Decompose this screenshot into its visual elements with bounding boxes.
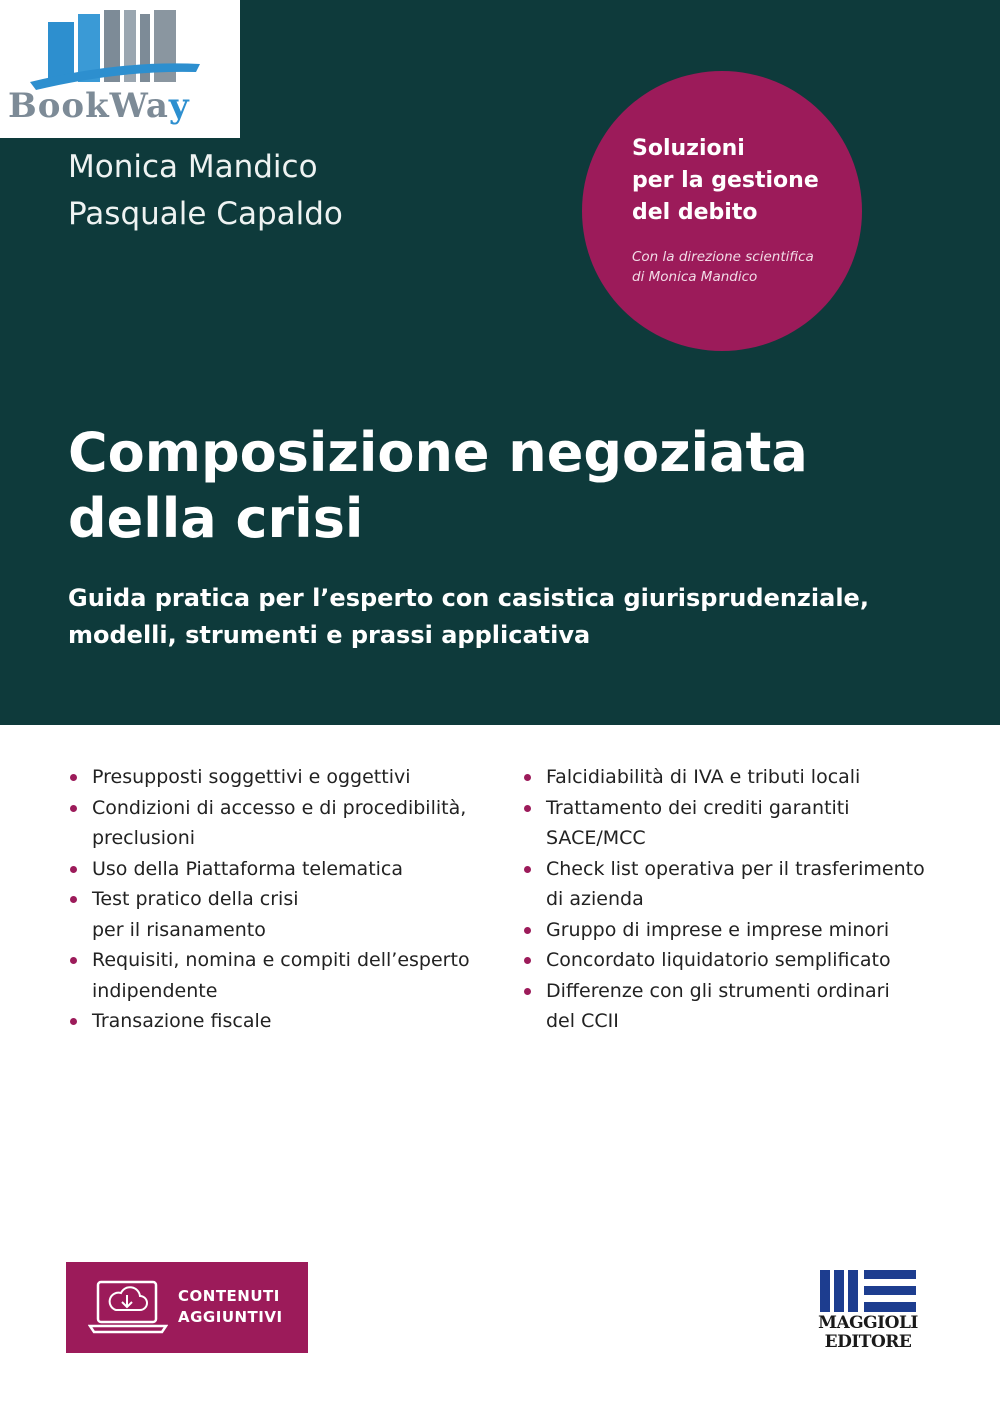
bullet-icon: [524, 927, 531, 934]
topic-text: Falcidiabilità di IVA e tributi locali: [546, 766, 861, 788]
bullet-icon: [70, 957, 77, 964]
author-name: Monica Mandico: [68, 149, 318, 185]
bullet-icon: [524, 957, 531, 964]
topic-item: [522, 854, 962, 915]
series-badge: [582, 71, 862, 351]
topic-text: Differenze con gli strumenti ordinari del CCII: [546, 979, 890, 1032]
topic-text: Uso della Piattaforma telematica: [92, 857, 404, 880]
topic-item: [522, 976, 962, 1037]
bullet-icon: [524, 805, 531, 812]
bullet-icon: [70, 805, 77, 812]
bullet-icon: [70, 866, 77, 873]
bookway-text-b: y: [168, 86, 190, 126]
topic-item: [522, 762, 962, 793]
series-note: Con la direzione scientifica di Monica Mandico: [632, 249, 814, 285]
bullet-icon: [524, 988, 531, 995]
book-subtitle: Guida pratica per l’esperto con casistica giurisprudenziale, modelli, strumenti e prassi applicativa: [68, 584, 869, 649]
series-title: Soluzioni per la gestione del debito: [632, 136, 819, 225]
topic-text: Trattamento dei crediti garantiti SACE/MCC: [546, 796, 850, 849]
bookway-watermark: [0, 0, 240, 138]
topic-item: [522, 945, 962, 976]
books-logo-icon: [0, 0, 240, 90]
topic-item: [68, 762, 498, 793]
topic-item: [68, 793, 498, 854]
bullet-icon: [524, 866, 531, 873]
topics-list-left: [68, 762, 498, 1037]
bookway-wordmark: [8, 86, 190, 126]
topic-text: Check list operativa per il trasferimento di azienda: [546, 857, 925, 910]
topic-item: [68, 854, 498, 885]
bullet-icon: [524, 774, 531, 781]
topic-text: Presupposti soggettivi e oggettivi: [92, 766, 411, 788]
bullet-icon: [70, 896, 77, 903]
book-title: Composizione negoziata della crisi: [68, 421, 808, 550]
topic-text: Condizioni di accesso e di procedibilità, preclusioni: [92, 796, 467, 849]
additional-content-badge[interactable]: [66, 1262, 308, 1353]
laptop-download-icon: [88, 1276, 168, 1338]
bookway-text-a: BookWa: [8, 86, 169, 126]
topic-text: Requisiti, nomina e compiti dell’esperto indipendente: [92, 949, 470, 1002]
topic-text: Transazione fiscale: [92, 1010, 272, 1032]
topic-item: [68, 884, 498, 945]
topic-item: [522, 793, 962, 854]
publisher-logo: [812, 1268, 924, 1358]
author-list: [68, 144, 343, 238]
maggioli-logo-icon: [812, 1268, 924, 1314]
bullet-icon: [70, 1018, 77, 1025]
topic-item: [68, 945, 498, 1006]
topic-text: Gruppo di imprese e imprese minori: [546, 918, 890, 941]
topic-item: [522, 915, 962, 946]
topics-list-right: [522, 762, 962, 1037]
bullet-icon: [70, 774, 77, 781]
topic-text: Test pratico della crisi per il risanamento: [92, 888, 299, 941]
additional-content-label: CONTENUTI AGGIUNTIVI: [178, 1287, 283, 1326]
publisher-name: MAGGIOLI EDITORE: [818, 1313, 918, 1352]
author-name: Pasquale Capaldo: [68, 196, 343, 232]
topic-item: [68, 1006, 498, 1037]
topic-text: Concordato liquidatorio semplificato: [546, 949, 891, 971]
